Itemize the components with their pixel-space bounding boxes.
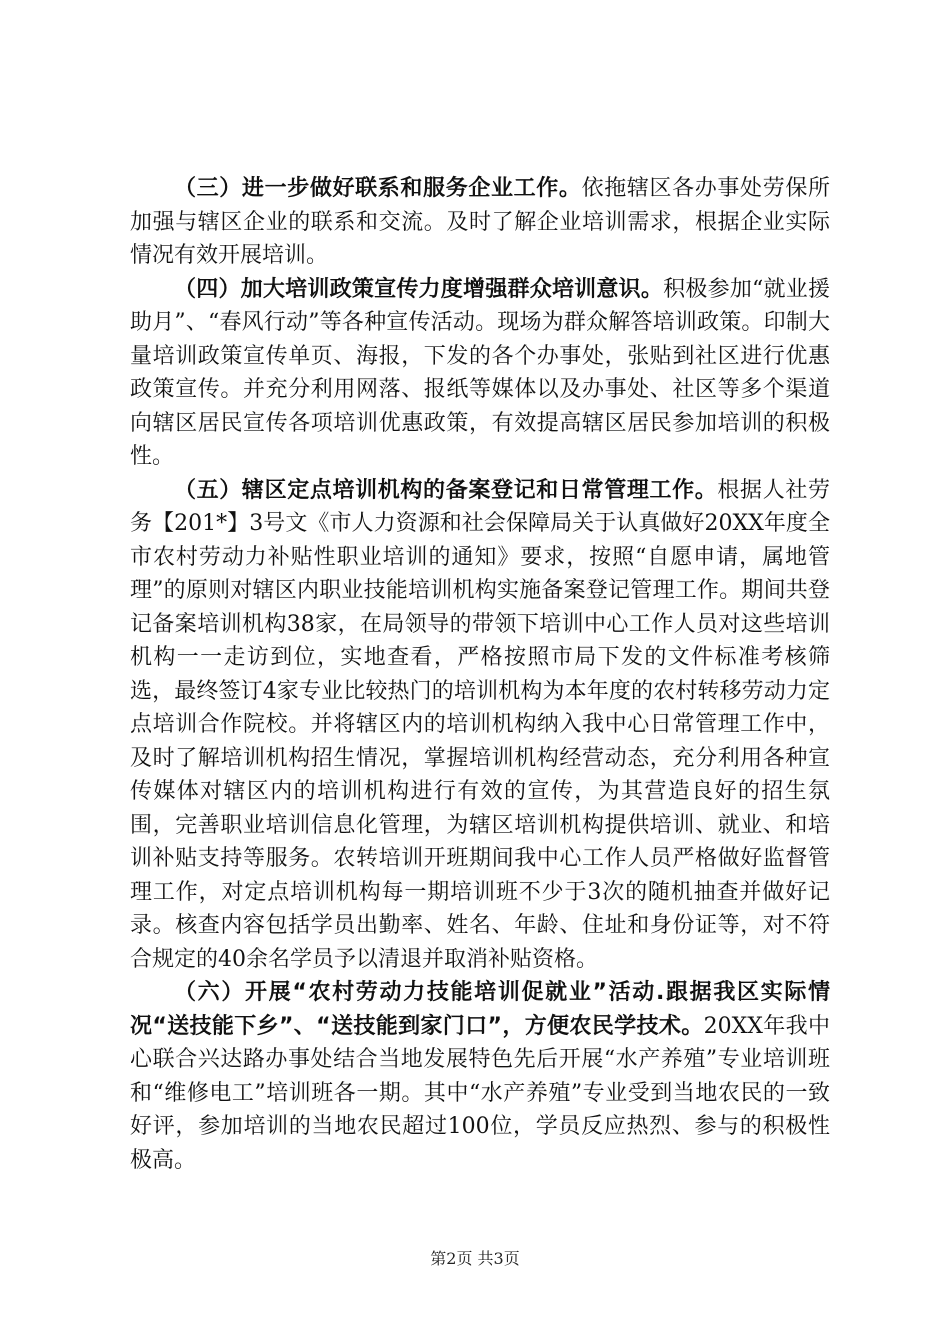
paragraph-heading: （四）加大培训政策宣传力度增强群众培训意识。 (174, 276, 664, 302)
paragraph-heading: （六）开展“农村劳动力技能培训促就业”活动.跟据我区实际情况“送技能下乡”、“送技能到家门口”，方便农民学技术。 (130, 980, 830, 1039)
paragraph-3 (130, 172, 830, 273)
paragraph-text: 根据人社劳务【201*】3号文《市人力资源和社会保障局关于认真做好20XX年度全市农村劳动力补贴性职业培训的通知》要求，按照“自愿申请，属地管理”的原则对辖区内职业技能培训机构实施备案登记管理工作。期间共登记备案培训机构38家，在局领导的带领下培训中心工作人员对这些培训机构一一走访到位，实地查看，严格按照市局下发的文件标准考核筛选，最终签订4家专业比较热门的培训机构为本年度的农村转移劳动力定点培训合作院校。并将辖区内的培训机构纳入我中心日常管理工作中，及时了解培训机构招生情况，掌握培训机构经营动态，充分利用各种宣传媒体对辖区内的培训机构进行有效的宣传，为其营造良好的招生氛围，完善职业培训信息化管理，为辖区培训机构提供培训、就业、和培训补贴支持等服务。农转培训开班期间我中心工作人员严格做好监督管理工作，对定点培训机构每一期培训班不少于3次的随机抽查并做好记录。核查内容包括学员出勤率、姓名、年龄、住址和身份证等，对不符合规定的40余名学员予以清退并取消补贴资格。 (130, 477, 830, 972)
paragraph-5 (130, 474, 830, 977)
paragraph-heading: （三）进一步做好联系和服务企业工作。 (174, 176, 582, 201)
paragraph-text: 积极参加“就业援助月”、“春风行动”等各种宣传活动。现场为群众解答培训政策。印制大量培训政策宣传单页、海报，下发的各个办事处，张贴到社区进行优惠政策宣传。并充分利用网落、报纸等媒体以及办事处、社区等多个渠道向辖区居民宣传各项培训优惠政策，有效提高辖区居民参加培训的积极性。 (130, 276, 830, 469)
paragraph-6 (130, 976, 830, 1177)
page-number-footer: 第2页 共3页 (430, 1249, 520, 1268)
paragraph-text: 20XX年我中心联合兴达路办事处结合当地发展特色先后开展“水产养殖”专业培训班和“维修电工”培训班各一期。其中“水产养殖”专业受到当地农民的一致好评，参加培训的当地农民超过100位，学员反应热烈、参与的积极性极高。 (130, 1013, 830, 1173)
paragraph-heading: （五）辖区定点培训机构的备案登记和日常管理工作。 (174, 477, 718, 503)
document-body (130, 172, 830, 1177)
paragraph-text: 依拖辖区各办事处劳保所加强与辖区企业的联系和交流。及时了解企业培训需求，根据企业实际情况有效开展培训。 (130, 176, 830, 268)
paragraph-4 (130, 273, 830, 474)
